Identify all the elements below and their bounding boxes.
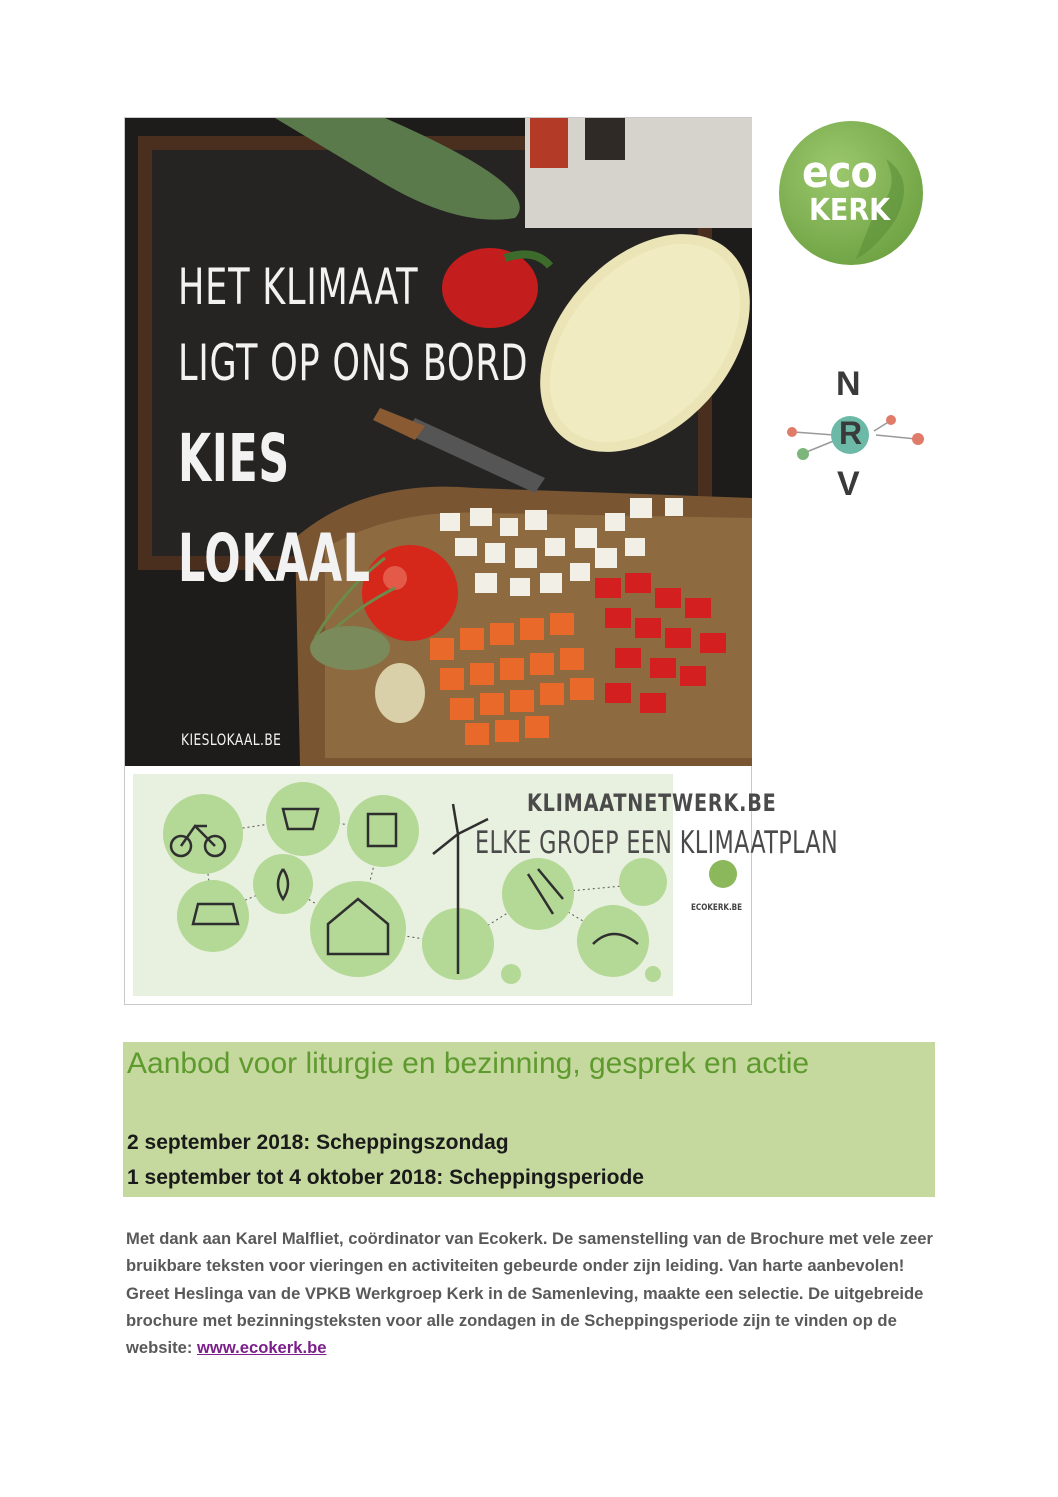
title-box <box>123 1042 935 1197</box>
nrv-letter-r: R <box>839 415 863 451</box>
small-ecokerk-label: ECOKERK.BE <box>691 903 743 913</box>
ecokerk-logo <box>776 119 926 267</box>
poster-site: KIESLOKAAL.BE <box>181 730 282 749</box>
nrv-logo <box>784 365 934 505</box>
network-site: KLIMAATNETWERK.BE <box>527 789 777 817</box>
intro-paragraph <box>126 1225 936 1361</box>
nrv-letter-v: V <box>837 465 860 503</box>
ecokerk-website-link[interactable]: www.ecokerk.be <box>197 1338 327 1358</box>
date-line-2: 1 september tot 4 oktober 2018: Scheppingsperiode <box>127 1166 644 1189</box>
poster-line-4: LOKAAL <box>178 520 371 597</box>
vegetables-photo <box>125 118 752 766</box>
poster-line-3: KIES <box>178 420 290 497</box>
date-line-1: 2 september 2018: Scheppingszondag <box>127 1131 509 1154</box>
network-slogan: ELKE GROEP EEN KLIMAATPLAN <box>475 825 839 861</box>
nrv-letter-n: N <box>836 365 861 403</box>
poster-image <box>124 117 839 1005</box>
ecokerk-logo-eco: eco <box>802 147 877 198</box>
ecokerk-logo-kerk: KERK <box>809 193 891 228</box>
poster-line-1: HET KLIMAAT <box>178 258 419 316</box>
intro-text: Met dank aan Karel Malfliet, coördinator van Ecokerk. De samenstelling van de Brochure met vele zeer bruikbare teksten voor vieringen en activiteiten gebeurde onder zijn leiding. Van harte aanbevolen! Greet Heslinga van de VPKB Werkgroep Kerk in de Samenleving, maakte een selectie. De uitgebreide brochure met bezinningsteksten voor alle zondagen in de Scheppingsperiode zijn te vinden op de website: <box>126 1229 933 1358</box>
page-title: Aanbod voor liturgie en bezinning, gesprek en actie <box>127 1047 810 1080</box>
poster-line-2: LIGT OP ONS BORD <box>178 334 529 392</box>
